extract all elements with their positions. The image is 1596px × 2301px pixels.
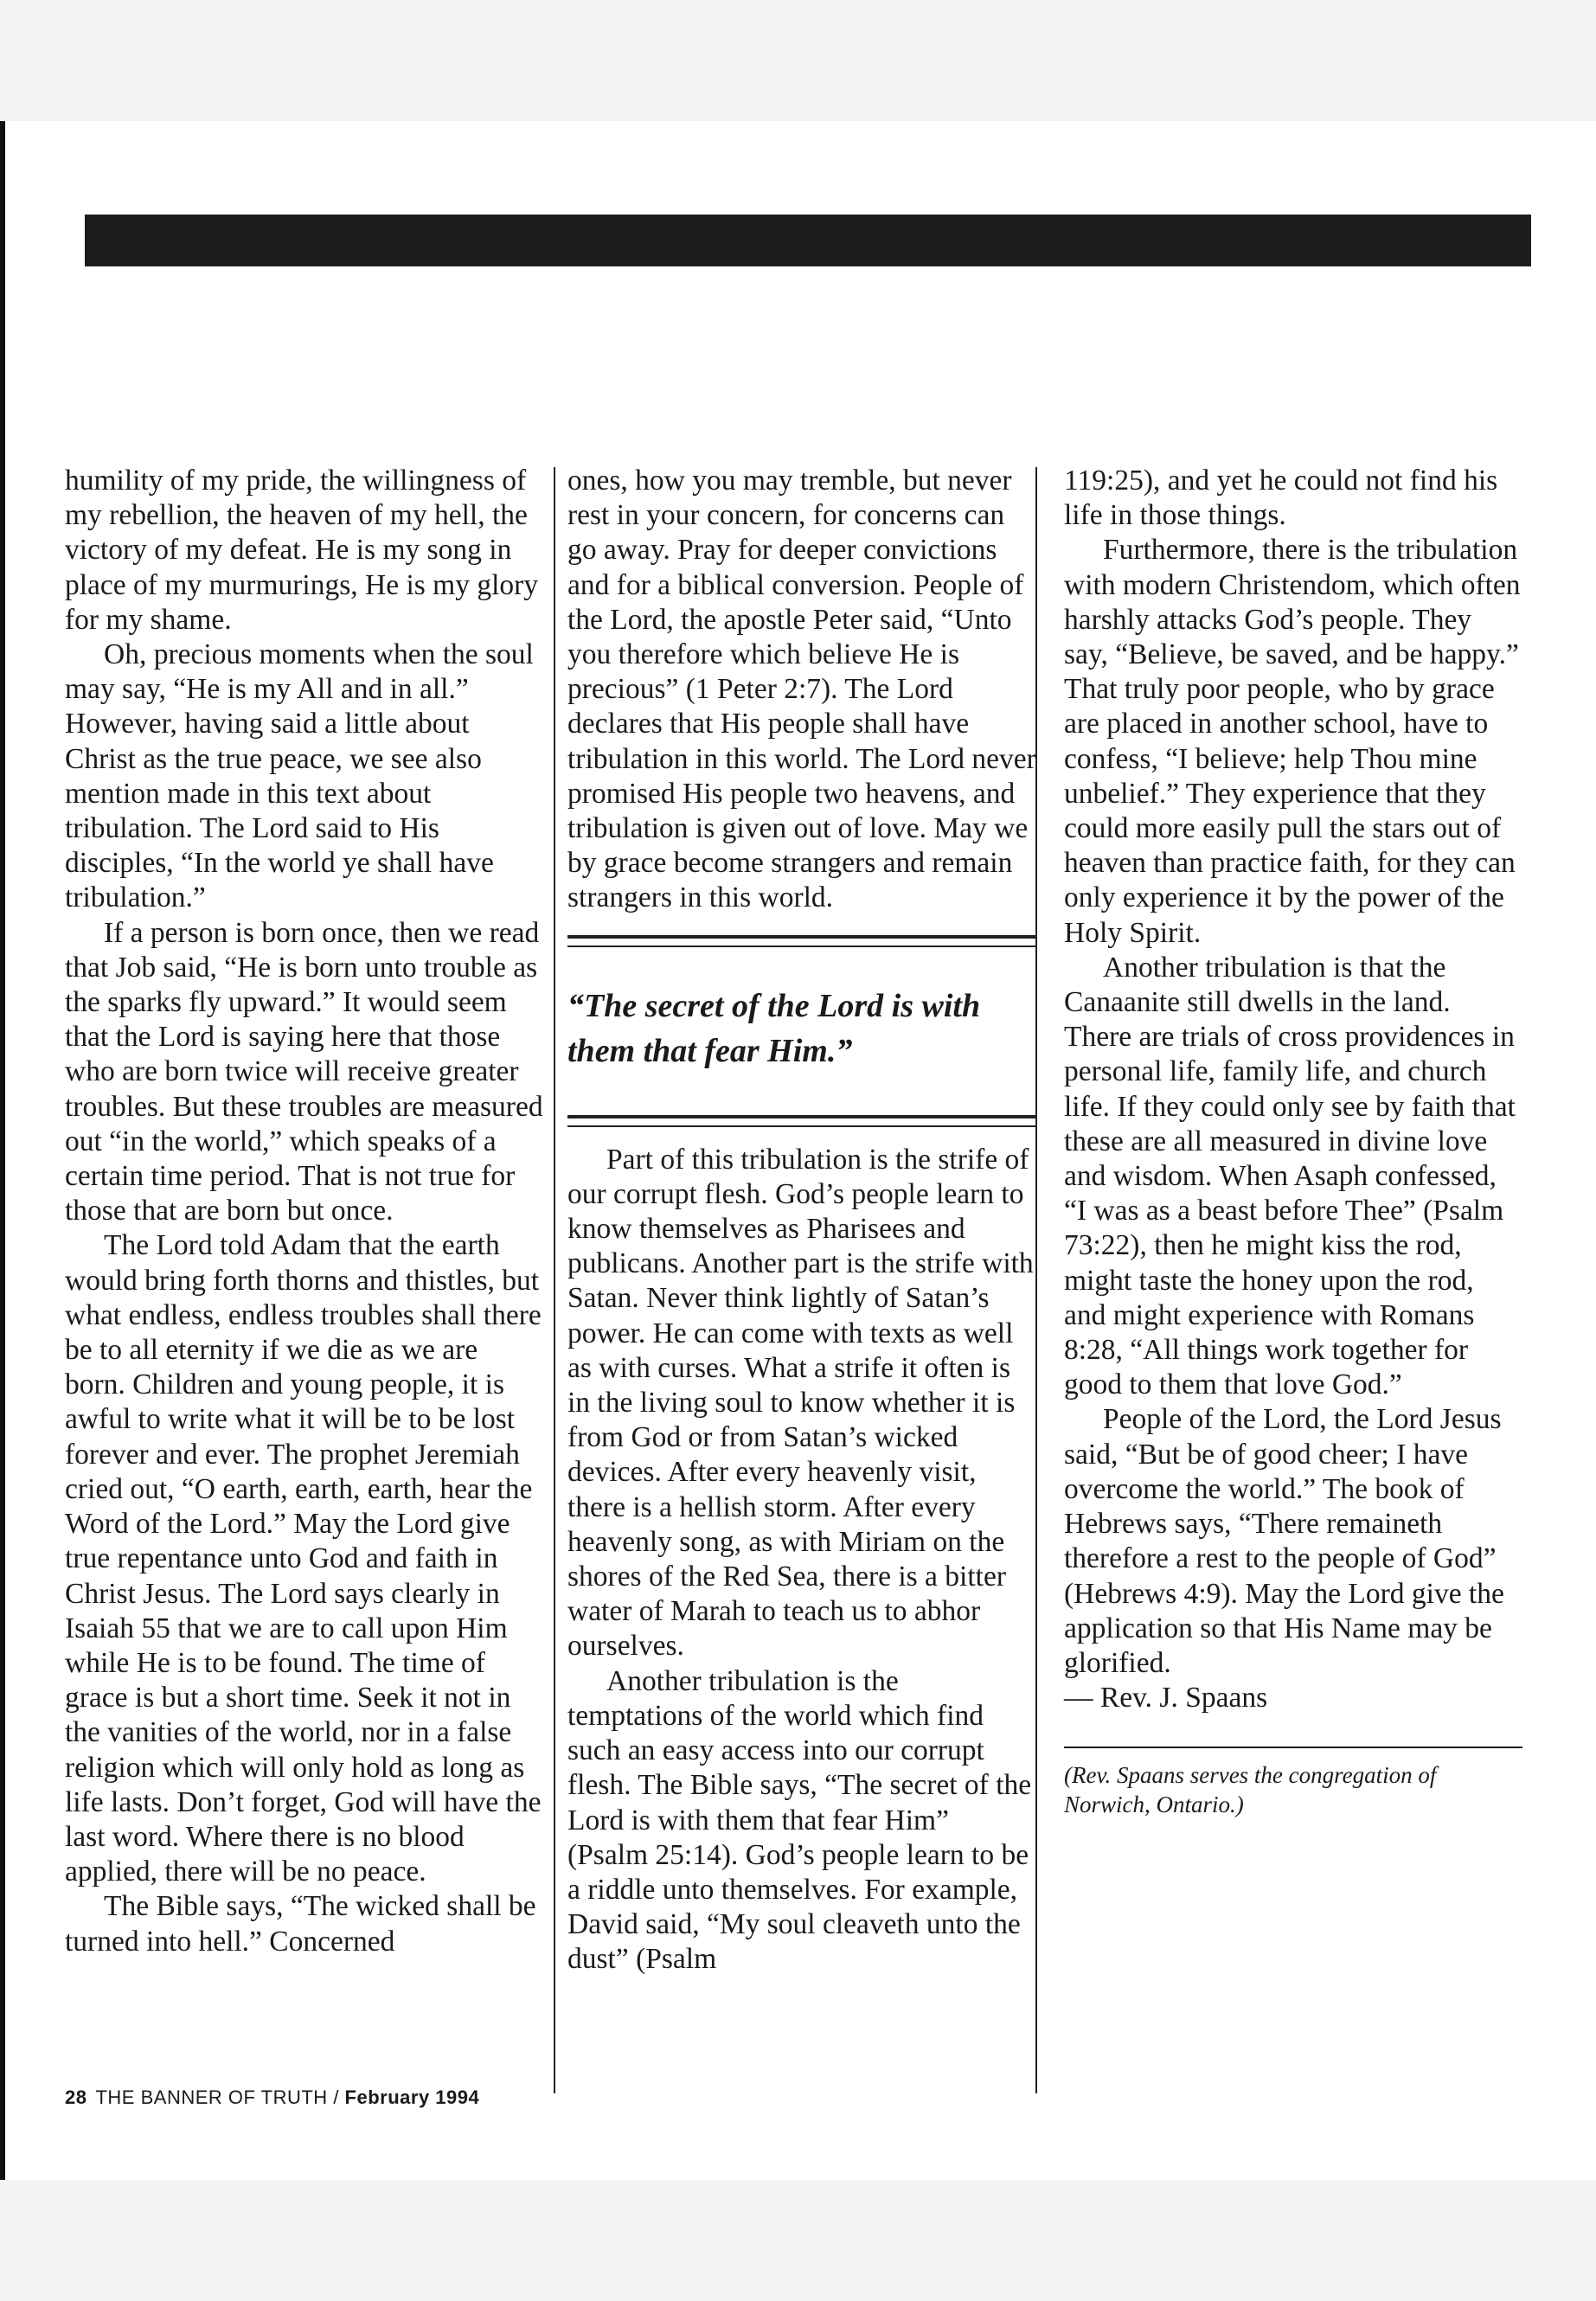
page-footer bbox=[65, 2086, 479, 2109]
paragraph: Oh, precious moments when the soul may say, “He is my All and in all.” However, having said a little about Christ as the true peace, we see also mention made in this text about tribulation. The Lord said to His disciples, “In the world ye shall have tribulation.” bbox=[65, 638, 534, 914]
pull-quote-rule-bottom bbox=[567, 1115, 1036, 1127]
column-3 bbox=[1064, 464, 1522, 1819]
scan-top-margin bbox=[0, 0, 1596, 121]
paragraph: The Bible says, “The wicked shall be turned into hell.” Concerned bbox=[65, 1890, 536, 1958]
pull-quote-rule-top bbox=[567, 935, 1036, 947]
paragraph: Another tribulation is that the Canaanite still dwells in the land. There are trials of cross providences in personal life, family life, and church life. If they could only see by faith that these are all measured in divine love and wisdom. When Asaph confessed, “I was as a beast before Thee” (Psalm 73:22), then he might kiss the rod, might taste the honey upon the rod, and might experience with Romans 8:28, “All things work together for good to them that love God.” bbox=[1064, 951, 1516, 1401]
paragraph: If a person is born once, then we read that Job said, “He is born unto trouble as the sparks fly upward.” It would seem that the Lord is saying here that those who are born twice will receive greater troubles. But these troubles are measured out “in the world,” which speaks of a certain time period. That is not true for those that are born but once. bbox=[65, 916, 543, 1227]
page-number: 28 bbox=[65, 2086, 87, 2108]
footer-separator: / bbox=[327, 2086, 345, 2108]
paragraph: People of the Lord, the Lord Jesus said, “But be of good cheer; I have overcome the world.” The book of Hebrews says, “There remaineth therefore a rest to the people of God” (Hebrews 4:9). May the Lord give the application so that His Name may be glorified. bbox=[1064, 1403, 1504, 1679]
page-header-bar bbox=[85, 215, 1531, 266]
column-2 bbox=[567, 464, 1036, 1977]
paragraph: The Lord told Adam that the earth would bring forth thorns and thistles, but what endless, endless troubles shall there be to all eternity if we die as we are born. Children and young people, it is awful to write what it will be to be lost forever and ever. The prophet Jeremiah cried out, “O earth, earth, earth, hear the Word of the Lord.” May the Lord give true repentance unto God and faith in Christ Jesus. The Lord says clearly in Isaiah 55 that we are to call upon Him while He is to be found. The time of grace is but a short time. Seek it not in the vanities of the world, nor in a false religion which will only hold as long as life lasts. Don’t forget, God will have the last word. Where there is no blood applied, there will be no peace. bbox=[65, 1229, 542, 1888]
pull-quote: “The secret of the Lord is with them that fear Him.” bbox=[567, 987, 981, 1069]
paragraph: 119:25), and yet he could not find his life in those things. bbox=[1064, 465, 1498, 532]
author-signature: — Rev. J. Spaans bbox=[1064, 1682, 1268, 1715]
paragraph: Furthermore, there is the tribulation with modern Christendom, which often harshly attacks God’s people. They say, “Believe, be saved, and be happy.” That truly poor people, who by grace are placed in another school, have to confess, “I believe; help Thou mine unbelief.” They experience that they could more easily pull the stars out of heaven than practice faith, for they can only experience it by the power of the Holy Spirit. bbox=[1064, 534, 1521, 949]
publication-name: THE BANNER OF TRUTH bbox=[95, 2086, 328, 2108]
paragraph: Part of this tribulation is the strife of our corrupt flesh. God’s people learn to know themselves as Pharisees and publicans. Another part is the strife with Satan. Never think lightly of Satan’s power. He can come with texts as well as with curses. What a strife it often is in the living soul to know whether it is from God or from Satan’s wicked devices. After every heavenly visit, there is a hellish storm. After every heavenly song, as with Miriam on the shores of the Red Sea, there is a bitter water of Marah to teach us to abhor ourselves. bbox=[567, 1143, 1034, 1663]
column-1 bbox=[65, 464, 545, 1959]
paragraph: humility of my pride, the willingness of my rebellion, the heaven of my hell, the victory of my defeat. He is my song in place of my murmurings, He is my glory for my shame. bbox=[65, 465, 539, 636]
scan-bottom-margin bbox=[0, 2180, 1596, 2301]
note-divider bbox=[1064, 1747, 1522, 1748]
scan-left-edge bbox=[0, 121, 5, 2180]
issue-date: February 1994 bbox=[344, 2086, 480, 2108]
column-divider-1 bbox=[554, 467, 555, 2093]
paragraph: ones, how you may tremble, but never rest in your concern, for concerns can go away. Pray for deeper convictions and for a biblical conversion. People of the Lord, the apostle Peter said, “Unto you therefore which believe He is precious” (1 Peter 2:7). The Lord declares that His people shall have tribulation in this world. The Lord never promised His people two heavens, and tribulation is given out of love. May we by grace become strangers and remain strangers in this world. bbox=[567, 465, 1036, 914]
paragraph: Another tribulation is the temptations of the world which find such an easy access into our corrupt flesh. The Bible says, “The secret of the Lord is with them that fear Him” (Psalm 25:14). God’s people learn to be a riddle unto themselves. For example, David said, “My soul cleaveth unto the dust” (Psalm bbox=[567, 1664, 1032, 1976]
author-note: (Rev. Spaans serves the congregation of Norwich, Ontario.) bbox=[1064, 1762, 1437, 1818]
